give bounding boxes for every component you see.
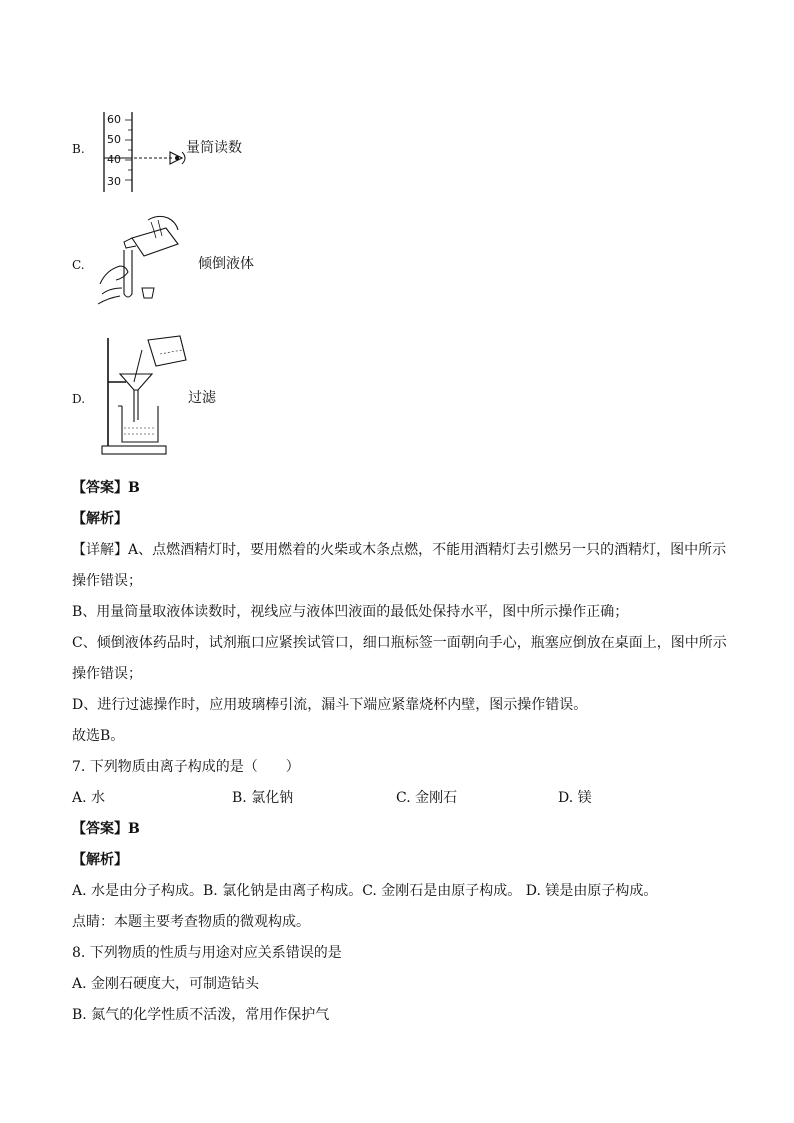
q7-option-a-text: 水: [91, 790, 106, 806]
filtration-figure: [96, 334, 196, 458]
q6-analysis-heading: 【解析】: [72, 511, 128, 527]
q6-detail-d: D、进行过滤操作时，应用玻璃棒引流，漏斗下端应紧靠烧杯内壁，图示操作错误。: [72, 697, 588, 713]
q7-explanation: A. 水是由分子构成。B. 氯化钠是由离子构成。C. 金刚石是由原子构成。 D. 镁是由原子构成。: [72, 883, 658, 899]
q6-detail-b: B、用量筒量取液体读数时，视线应与液体凹液面的最低处保持水平，图中所示操作正确；: [72, 604, 629, 620]
q7-option-a-letter: A.: [72, 790, 87, 806]
q6-detail-a-line2: 操作错误；: [72, 573, 142, 589]
q7-option-b-text: 氯化钠: [251, 790, 294, 806]
pouring-liquid-figure: [96, 208, 186, 308]
q6-detail-c-line2: 操作错误；: [72, 666, 142, 682]
tick-60: 60: [107, 113, 121, 126]
q7-answer: 【答案】B: [72, 821, 140, 837]
q8-stem: 8. 下列物质的性质与用途对应关系错误的是: [72, 945, 342, 961]
tick-40: 40: [107, 153, 121, 166]
q7-option-d-text: 镁: [577, 790, 592, 806]
tick-50: 50: [107, 133, 121, 146]
q7-option-d: [558, 788, 592, 808]
q6-answer: 【答案】B: [72, 480, 140, 496]
q7-note: 点睛：本题主要考查物质的微观构成。: [72, 914, 310, 930]
q6-conclusion: 故选B。: [72, 728, 125, 744]
option-b-letter: B.: [72, 142, 85, 156]
q6-detail-c-line1: C、倾倒液体药品时，试剂瓶口应紧挨试管口，细口瓶标签一面朝向手心，瓶塞应倒放在桌面上，图中所示: [72, 635, 727, 651]
q7-option-b: [232, 788, 293, 808]
q7-stem: 7. 下列物质由离子构成的是（ ）: [72, 759, 300, 775]
q7-option-c-text: 金刚石: [415, 790, 458, 806]
graduated-cylinder-figure: [98, 110, 194, 194]
tick-30: 30: [107, 175, 121, 188]
q7-analysis-heading: 【解析】: [72, 852, 128, 868]
q7-option-a: [72, 788, 105, 808]
q7-option-d-letter: D.: [558, 790, 574, 806]
option-c-letter: C.: [72, 258, 85, 272]
option-d-letter: D.: [72, 392, 86, 406]
q8-option-b: B. 氮气的化学性质不活泼，常用作保护气: [72, 1007, 330, 1023]
q7-option-c: [396, 788, 457, 808]
caption-cylinder-reading: 量筒读数: [186, 140, 242, 156]
q7-option-b-letter: B.: [232, 790, 247, 806]
caption-pour-liquid: 倾倒液体: [198, 256, 254, 272]
q6-detail-a-line1: 【详解】A、点燃酒精灯时，要用燃着的火柴或木条点燃，不能用酒精灯去引燃另一只的酒精灯，图中所示: [72, 542, 727, 558]
q7-option-c-letter: C.: [396, 790, 411, 806]
caption-filtration: 过滤: [188, 390, 216, 406]
q8-option-a: A. 金刚石硬度大，可制造钻头: [72, 976, 260, 992]
